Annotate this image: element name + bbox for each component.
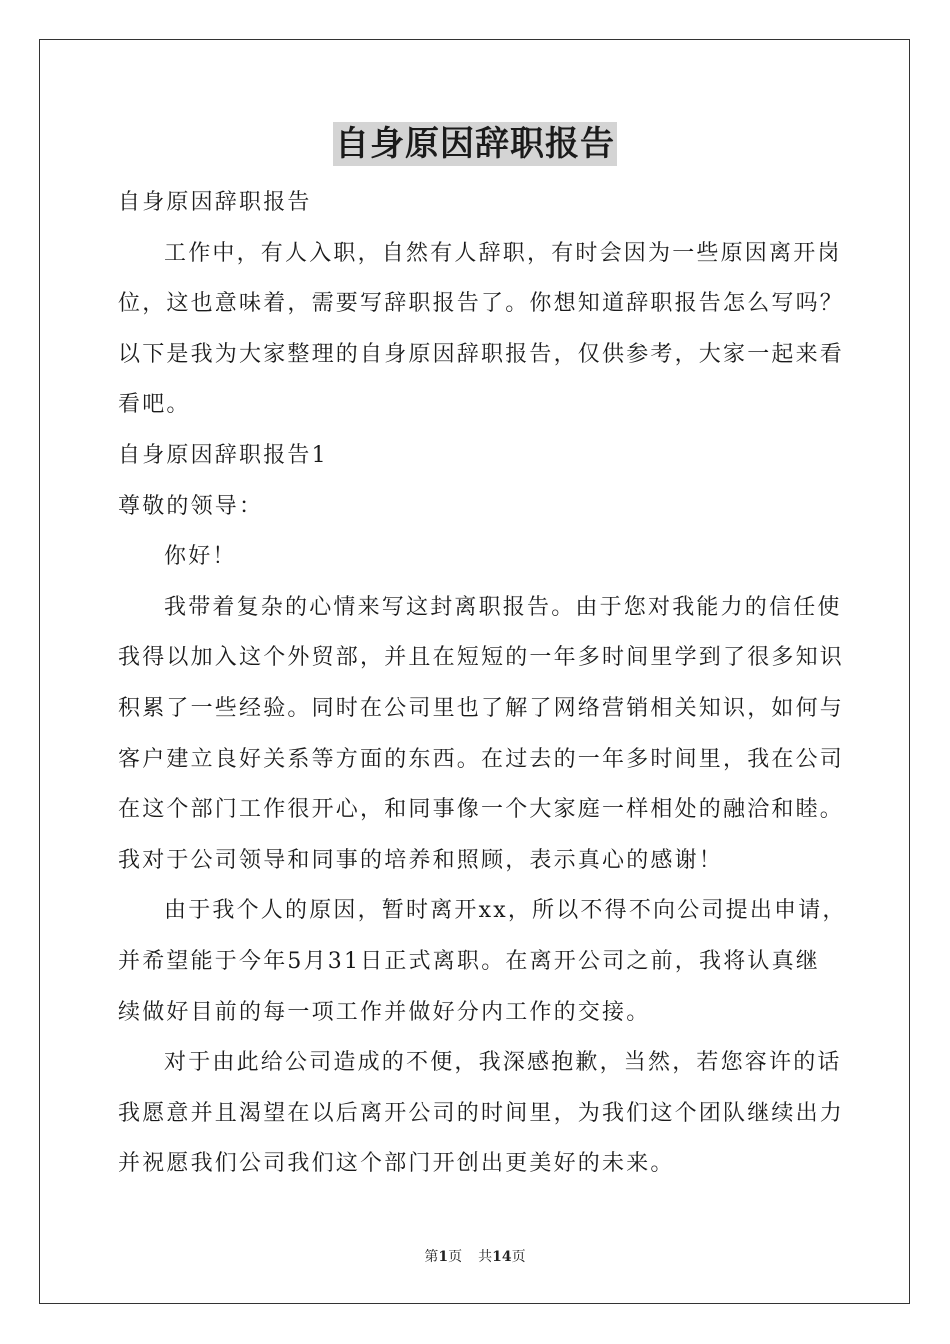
document-title: 自身原因辞职报告 xyxy=(335,124,615,164)
total-prefix: 共 xyxy=(478,1249,493,1265)
page-prefix: 第 xyxy=(424,1249,439,1265)
text-line: 并希望能于今年5月31日正式离职。在离开公司之前，我将认真继 xyxy=(118,948,820,974)
text-line: 自身原因辞职报告1 xyxy=(118,442,328,468)
text-line: 我得以加入这个外贸部，并且在短短的一年多时间里学到了很多知识 xyxy=(118,645,845,671)
text-line: 我愿意并且渴望在以后离开公司的时间里，为我们这个团队继续出力 xyxy=(118,1100,845,1126)
text-line: 并祝愿我们公司我们这个部门开创出更美好的未来。 xyxy=(118,1151,675,1177)
title-container xyxy=(0,122,950,166)
text-line: 尊敬的领导： xyxy=(118,493,264,519)
page-total: 14 xyxy=(492,1249,512,1265)
text-line: 位，这也意味着，需要写辞职报告了。你想知道辞职报告怎么写吗？ xyxy=(118,291,845,317)
text-line: 续做好目前的每一项工作并做好分内工作的交接。 xyxy=(118,999,651,1025)
text-line: 我对于公司领导和同事的培养和照顾，表示真心的感谢！ xyxy=(118,847,724,873)
text-line: 由于我个人的原因，暂时离开xx，所以不得不向公司提出申请， xyxy=(164,898,847,924)
page-number: 1 xyxy=(438,1249,449,1265)
text-line: 你好！ xyxy=(164,544,237,570)
page-footer xyxy=(0,1248,950,1266)
text-line: 对于由此给公司造成的不便，我深感抱歉，当然，若您容许的话 xyxy=(164,1050,842,1076)
text-line: 以下是我为大家整理的自身原因辞职报告，仅供参考，大家一起来看 xyxy=(118,341,845,367)
total-suffix: 页 xyxy=(511,1249,526,1265)
text-line: 自身原因辞职报告 xyxy=(118,190,312,215)
text-line: 在这个部门工作很开心，和同事像一个大家庭一样相处的融洽和睦。 xyxy=(118,797,845,823)
text-line: 积累了一些经验。同时在公司里也了解了网络营销相关知识，如何与 xyxy=(118,695,845,721)
page-suffix: 页 xyxy=(448,1249,463,1265)
text-line: 看吧。 xyxy=(118,392,191,418)
text-line: 我带着复杂的心情来写这封离职报告。由于您对我能力的信任使 xyxy=(164,594,842,620)
text-line: 客户建立良好关系等方面的东西。在过去的一年多时间里，我在公司 xyxy=(118,746,845,772)
document-body xyxy=(118,178,847,1190)
text-line: 工作中，有人入职，自然有人辞职，有时会因为一些原因离开岗 xyxy=(164,240,842,266)
